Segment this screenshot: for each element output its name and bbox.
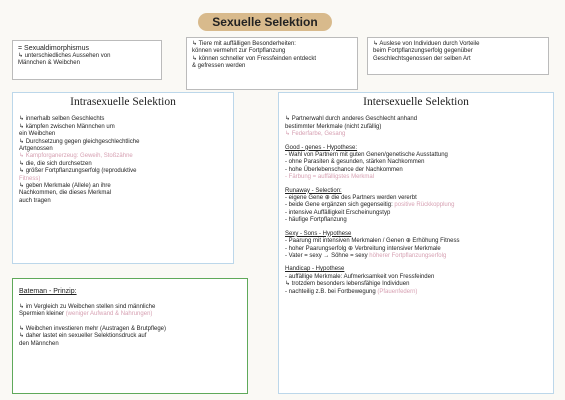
inter-sections	[285, 145, 547, 296]
note-text: auch tragen	[19, 197, 51, 204]
note-line	[19, 124, 227, 131]
note-text: den Männchen	[19, 340, 59, 347]
note-line	[19, 311, 241, 318]
note-line	[285, 202, 547, 209]
note-line	[19, 304, 241, 311]
note-text: - Färbung = auffälligstes Merkmal	[285, 174, 375, 181]
note-line	[19, 153, 227, 160]
note-line	[285, 246, 547, 253]
note-line	[285, 131, 547, 138]
note-line: = Sexualdimorphismus	[18, 45, 90, 52]
note-tiere	[186, 37, 358, 90]
note-text: - nachteilig z.B. bei Fortbewegung	[285, 288, 378, 295]
page-title: Sexuelle Selektion	[198, 13, 332, 31]
note-text: ↳ Kampforganerzeug: Geweih, Stoßzähne	[19, 153, 133, 160]
note-text: ↳ daher lastet ein sexueller Selektionsdruck auf	[19, 333, 147, 340]
note-text: - hoher Paarungserfolg ⊕ Verbreitung intensiver Merkmale	[285, 245, 441, 252]
note-text: Nachkommen, die dieses Merkmal	[19, 190, 112, 197]
note-line: & gefressen werden	[192, 63, 246, 70]
note-text: - auffällige Merkmale: Aufmerksamkeit von Fressfeinden	[285, 273, 435, 280]
inter-heading: Intersexuelle Selektion	[363, 96, 469, 108]
note-line: Männchen & Weibchen	[18, 60, 80, 67]
note-line	[19, 183, 227, 190]
note-line	[285, 253, 547, 260]
inter-intro	[285, 116, 547, 138]
note-text: - eigene Gene ⊕ die des Partners werden vererbt	[285, 195, 417, 202]
section-heading: Good - genes - Hypothese:	[285, 144, 358, 151]
note-text: - intensive Auffälligkeit Erscheinungstyp	[285, 209, 391, 216]
section-heading: Handicap - Hypothese	[285, 266, 345, 273]
note-definition	[12, 40, 162, 80]
highlight-text: höherer Fortpflanzungserfolg	[369, 252, 447, 259]
bateman-heading: Bateman - Prinzip:	[19, 288, 77, 295]
note-text: - ohne Parasiten & gesunden, stärken Nachkommen	[285, 159, 425, 166]
section-lines	[285, 238, 547, 260]
note-line	[19, 319, 241, 326]
note-text: Fitness)	[19, 175, 41, 182]
note-line	[285, 210, 547, 217]
note-line	[285, 274, 547, 281]
intra-heading: Intrasexuelle Selektion	[70, 96, 176, 108]
note-text: ↳ Weibchen investieren mehr (Austragen & Brutpflege)	[19, 325, 166, 332]
section-lines	[285, 274, 547, 296]
note-line: ↳ unterschiedliches Aussehen von	[18, 53, 111, 59]
note-line	[285, 167, 547, 174]
note-text: - Wahl von Partnern mit guten Genen/genetische Ausstattung	[285, 152, 448, 159]
note-text: ↳ innerhalb selben Geschlechts	[19, 116, 105, 123]
note-line	[19, 116, 227, 123]
note-line: ↳ Tiere mit auffälligen Besonderheiten:	[192, 41, 296, 47]
bateman-lines	[19, 304, 241, 348]
note-line	[285, 281, 547, 288]
note-text: - Paarung mit intensiven Merkmalen / Genen ⊕ Erhöhung Fitness	[285, 238, 460, 245]
note-line: können vermehrt zur Fortpflanzung	[192, 48, 286, 55]
note-text: - häufige Fortpflanzung	[285, 217, 347, 224]
note-text: ↳ die, die sich durchsetzen	[19, 160, 92, 167]
intersexual-box	[278, 92, 554, 394]
note-line: ↳ Auslese von Individuen durch Vorteile	[373, 41, 480, 47]
note-line	[285, 152, 547, 159]
note-line	[19, 341, 241, 348]
note-text: ↳ größer Fortpflanzungserfolg (reproduktive	[19, 168, 137, 175]
note-line	[19, 139, 227, 146]
note-text: bestimmter Merkmale (nicht zufällig)	[285, 123, 382, 130]
note-text: ein Weibchen	[19, 131, 56, 138]
note-line	[19, 168, 227, 175]
note-line	[19, 190, 227, 197]
note-text: - beide Gene ergänzen sich gegenseitig:	[285, 202, 395, 209]
note-line: ↳ können schneller von Fressfeinden entdeckt	[192, 55, 317, 62]
note-text: ↳ Partnerwahl durch anderes Geschlecht anhand	[285, 116, 418, 123]
note-text: - hohe Überlebenschance der Nachkommen	[285, 166, 403, 173]
note-text: ↳ kämpfen zwischen Männchen um	[19, 123, 115, 130]
note-text: - Vater = sexy → Söhne = sexy	[285, 252, 370, 259]
note-text: Spermien kleiner	[19, 311, 66, 318]
note-text: ↳ im Vergleich zu Weibchen stellen sind männliche	[19, 304, 156, 310]
note-text: Artgenossen	[19, 146, 53, 153]
note-text: ↳ Durchsetzung gegen gleichgeschlechtliche	[19, 138, 140, 145]
note-line	[285, 159, 547, 166]
highlight-text: positive Rückkopplung	[394, 202, 455, 209]
note-auslese	[367, 37, 549, 75]
note-line	[285, 116, 547, 123]
intra-lines	[19, 116, 227, 205]
section-lines	[285, 195, 547, 225]
section-heading: Runaway - Selection:	[285, 187, 342, 194]
note-line	[285, 195, 547, 202]
note-line	[19, 131, 227, 138]
highlight-text: (Pfauenfedern)	[377, 288, 418, 295]
note-line	[285, 238, 547, 245]
section-heading: Sexy - Sons - Hypothese	[285, 230, 352, 237]
section-lines	[285, 152, 547, 182]
note-line	[285, 217, 547, 224]
note-line	[19, 176, 227, 183]
note-line	[285, 289, 547, 296]
note-text: ↳ geben Merkmale (Allele) an ihre	[19, 183, 111, 190]
highlight-text: (weniger Aufwand & Nahrungen)	[65, 311, 153, 318]
note-text: ↳ Federfarbe, Gesang	[285, 131, 346, 138]
bateman-box	[12, 278, 248, 394]
note-line: beim Fortpflanzungserfolg gegenüber	[373, 48, 473, 55]
note-line	[19, 198, 227, 205]
note-line	[19, 333, 241, 340]
intrasexual-box	[12, 92, 234, 264]
note-text: ↳ trotzdem besonders lebensfähige Individuen	[285, 281, 410, 288]
note-line: Geschlechtsgenossen der selben Art	[373, 55, 471, 62]
note-line	[285, 174, 547, 181]
